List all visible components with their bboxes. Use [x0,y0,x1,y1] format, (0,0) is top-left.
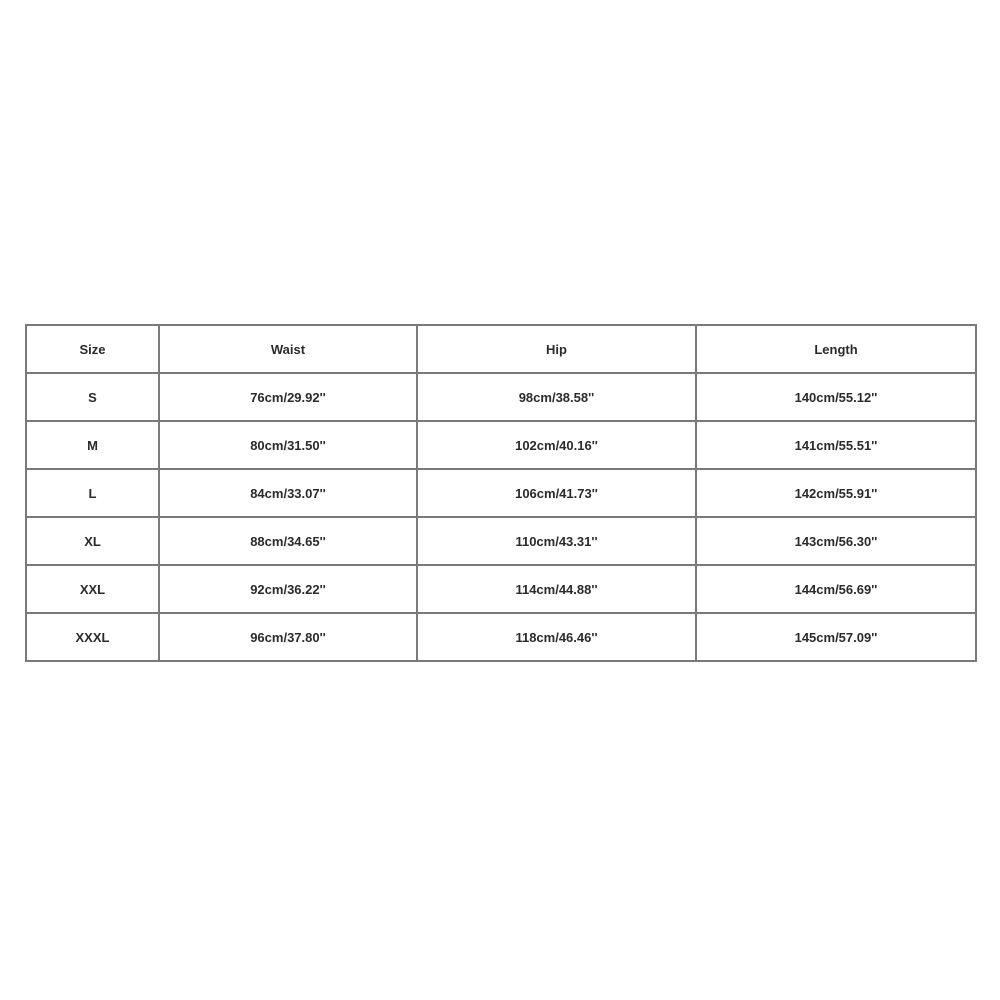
waist-cell: 92cm/36.22'' [159,565,417,613]
table-row [26,517,976,565]
length-cell: 143cm/56.30'' [696,517,976,565]
table-row [26,421,976,469]
header-length: Length [696,325,976,373]
size-cell: XL [26,517,159,565]
table-row [26,565,976,613]
length-cell: 145cm/57.09'' [696,613,976,661]
waist-cell: 76cm/29.92'' [159,373,417,421]
hip-cell: 106cm/41.73'' [417,469,696,517]
header-hip: Hip [417,325,696,373]
waist-cell: 96cm/37.80'' [159,613,417,661]
table-row [26,613,976,661]
size-cell: L [26,469,159,517]
table-row [26,469,976,517]
hip-cell: 102cm/40.16'' [417,421,696,469]
hip-cell: 118cm/46.46'' [417,613,696,661]
length-cell: 142cm/55.91'' [696,469,976,517]
size-cell: XXXL [26,613,159,661]
hip-cell: 114cm/44.88'' [417,565,696,613]
hip-cell: 98cm/38.58'' [417,373,696,421]
length-cell: 141cm/55.51'' [696,421,976,469]
waist-cell: 84cm/33.07'' [159,469,417,517]
header-waist: Waist [159,325,417,373]
header-size: Size [26,325,159,373]
size-chart-table [25,324,977,662]
table-row [26,373,976,421]
hip-cell: 110cm/43.31'' [417,517,696,565]
length-cell: 144cm/56.69'' [696,565,976,613]
size-cell: S [26,373,159,421]
table-header-row [26,325,976,373]
size-cell: XXL [26,565,159,613]
length-cell: 140cm/55.12'' [696,373,976,421]
waist-cell: 88cm/34.65'' [159,517,417,565]
waist-cell: 80cm/31.50'' [159,421,417,469]
size-cell: M [26,421,159,469]
